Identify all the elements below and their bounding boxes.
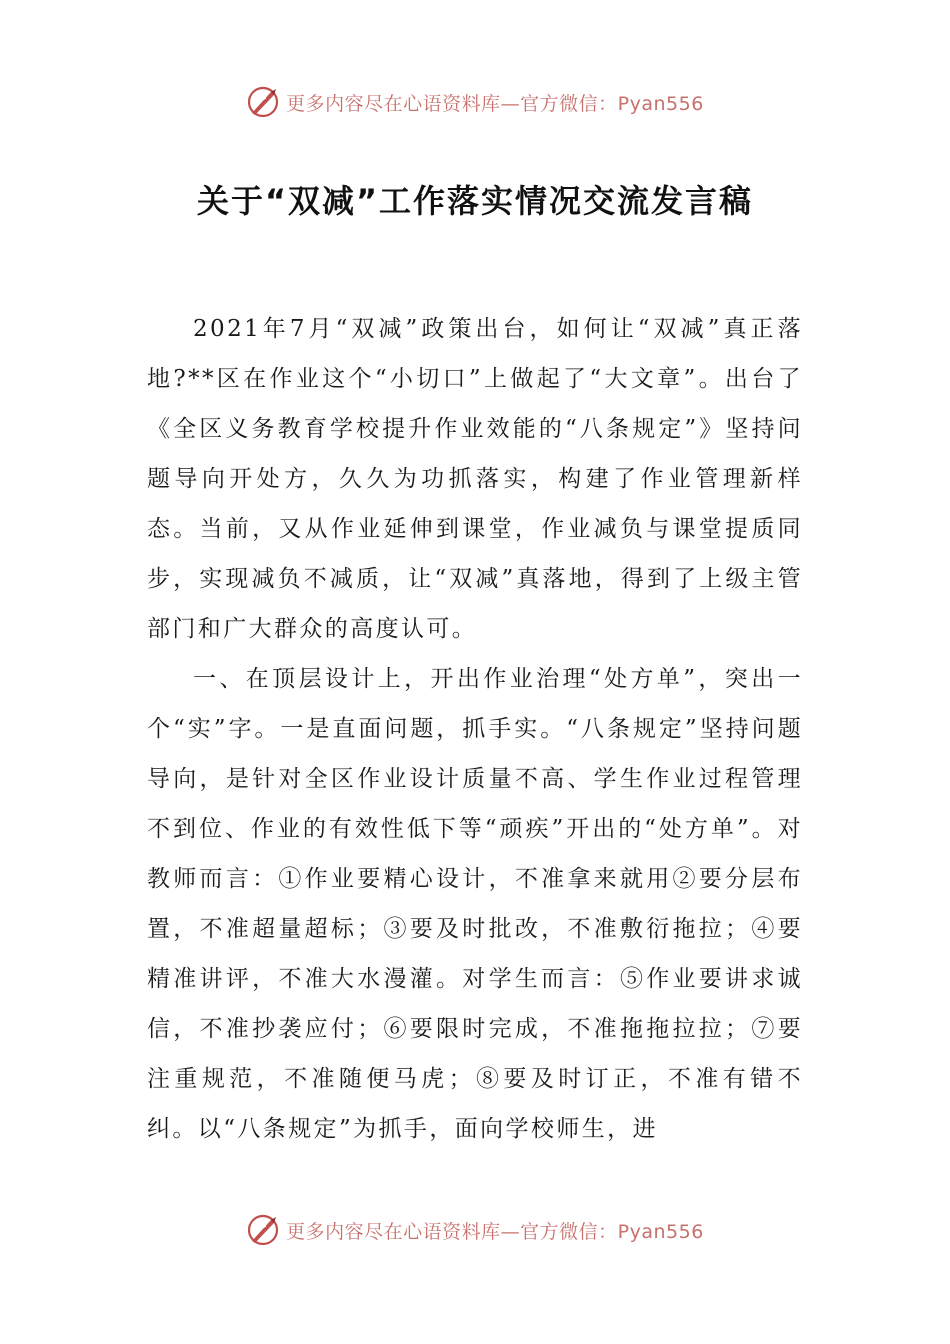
header-banner-text: 更多内容尽在心语资料库—官方微信：Pyan556 [286,92,704,115]
quill-logo-icon [246,85,280,119]
footer-wechat-id: Pyan556 [617,1220,704,1243]
document-title: 关于“双减”工作落实情况交流发言稿 [196,182,754,220]
paragraph-section-one: 一、在顶层设计上，开出作业治理“处方单”，突出一个“实”字。一是直面问题，抓手实。“八条规定”坚持问题导向，是针对全区作业设计质量不高、学生作业过程管理不到位、作业的有效性低下等“顽疾”开出的“处方单”。对教师而言：①作业要精心设计，不准拿来就用②要分层布置，不准超量超标；③要及时批改，不准敷衍拖拉；④要精准讲评，不准大水漫灌。对学生而言：⑤作业要讲求诚信，不准抄袭应付；⑥要限时完成，不准拖拖拉拉；⑦要注重规范，不准随便马虎；⑧要及时订正，不准有错不纠。以“八条规定”为抓手，面向学校师生，进 [147,666,803,1142]
footer-watermark-banner [0,1210,950,1250]
header-watermark-banner [0,82,950,122]
header-wechat-id: Pyan556 [617,92,704,115]
footer-banner-text: 更多内容尽在心语资料库—官方微信：Pyan556 [286,1220,704,1243]
paragraph-intro: 2021年7月“双减”政策出台，如何让“双减”真正落地?**区在作业这个“小切口”上做起了“大文章”。出台了《全区义务教育学校提升作业效能的“八条规定”》坚持问题导向开处方，久久为功抓落实，构建了作业管理新样态。当前，又从作业延伸到课堂，作业减负与课堂提质同步，实现减负不减质，让“双减”真落地，得到了上级主管部门和广大群众的高度认可。 [147,316,803,642]
quill-logo-icon [246,1213,280,1247]
document-body [147,304,803,1154]
